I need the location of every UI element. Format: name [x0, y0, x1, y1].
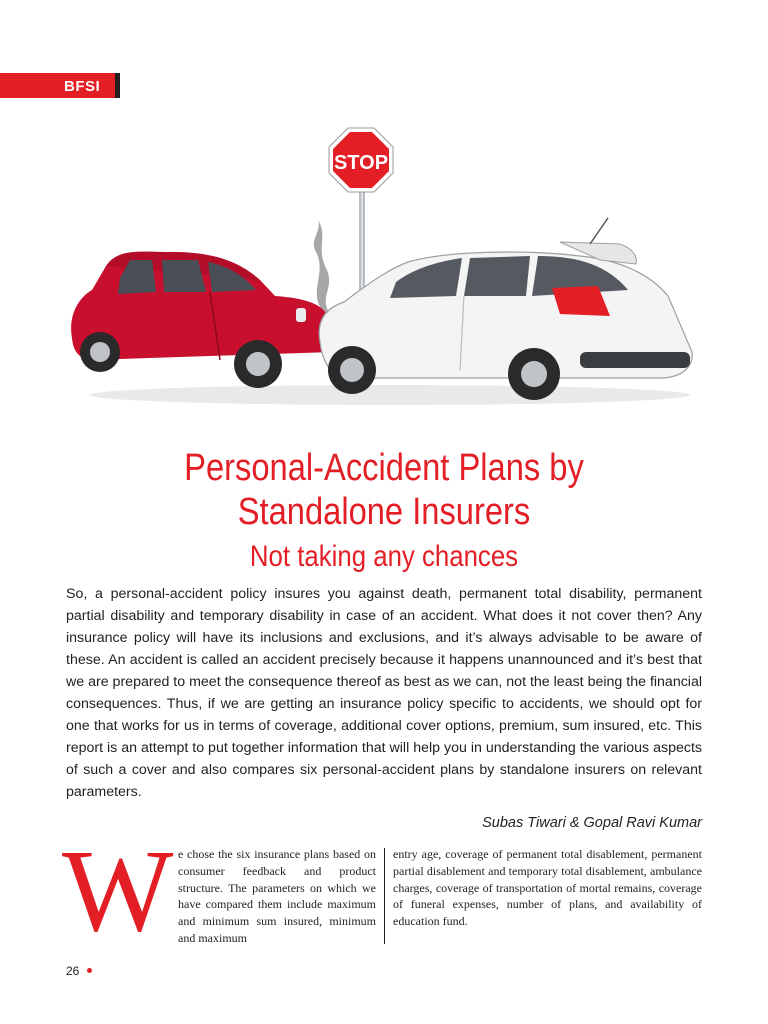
stop-sign-text: STOP — [333, 152, 389, 174]
author-byline: Subas Tiwari & Gopal Ravi Kumar — [482, 815, 702, 831]
body-column-left — [62, 825, 376, 956]
section-tag: BFSI — [0, 73, 120, 98]
title-line-1: Personal-Accident Plans by — [184, 447, 584, 489]
article-subtitle: Not taking any chances — [249, 540, 519, 573]
page-dot-icon — [87, 968, 92, 973]
white-car-icon — [319, 218, 692, 400]
smoke-icon — [314, 220, 330, 314]
article-title — [54, 446, 714, 534]
drop-cap: W — [62, 825, 174, 956]
page-number: 26 — [66, 964, 80, 978]
intro-paragraph: So, a personal-accident policy insures you against death, permanent total disability, permanent partial disability and temporary disability in case of an accident. What does it not cover then? Any insurance policy will have its inclusions and exclusions, and it’s always advisable to be aware of these. An accident is called an accident precisely because it happens unannounced and it’s best that we are prepared to meet the consequence thereof as best as we can, not the least being the financial consequences. Thus, if we are getting an insurance policy specific to accidents, we should opt for one that works for us in terms of coverage, additional cover options, premium, sum insured, etc. This report is an attempt to put together information that will help you in understanding the various aspects of such a cover and also compares six personal-accident plans by standalone insurers on relevant parameters. — [66, 586, 702, 800]
title-line-2: Standalone Insurers — [237, 491, 531, 533]
column-divider — [384, 848, 385, 944]
body-column-right: entry age, coverage of permanent total disablement, permanent partial disablement and temporary total disablement, ambulance charges, coverage of transportation of mortal remains, coverage of funeral expenses, number of plans, and availability of education fund. — [393, 847, 702, 929]
car-crash-illustration — [60, 120, 710, 410]
red-car-icon — [71, 252, 332, 388]
body-text-left: e chose the six insurance plans based on consumer feedback and product structure. The parameters on which we have compared them include maximum and minimum sum insured, minimum and maximum — [178, 847, 376, 945]
